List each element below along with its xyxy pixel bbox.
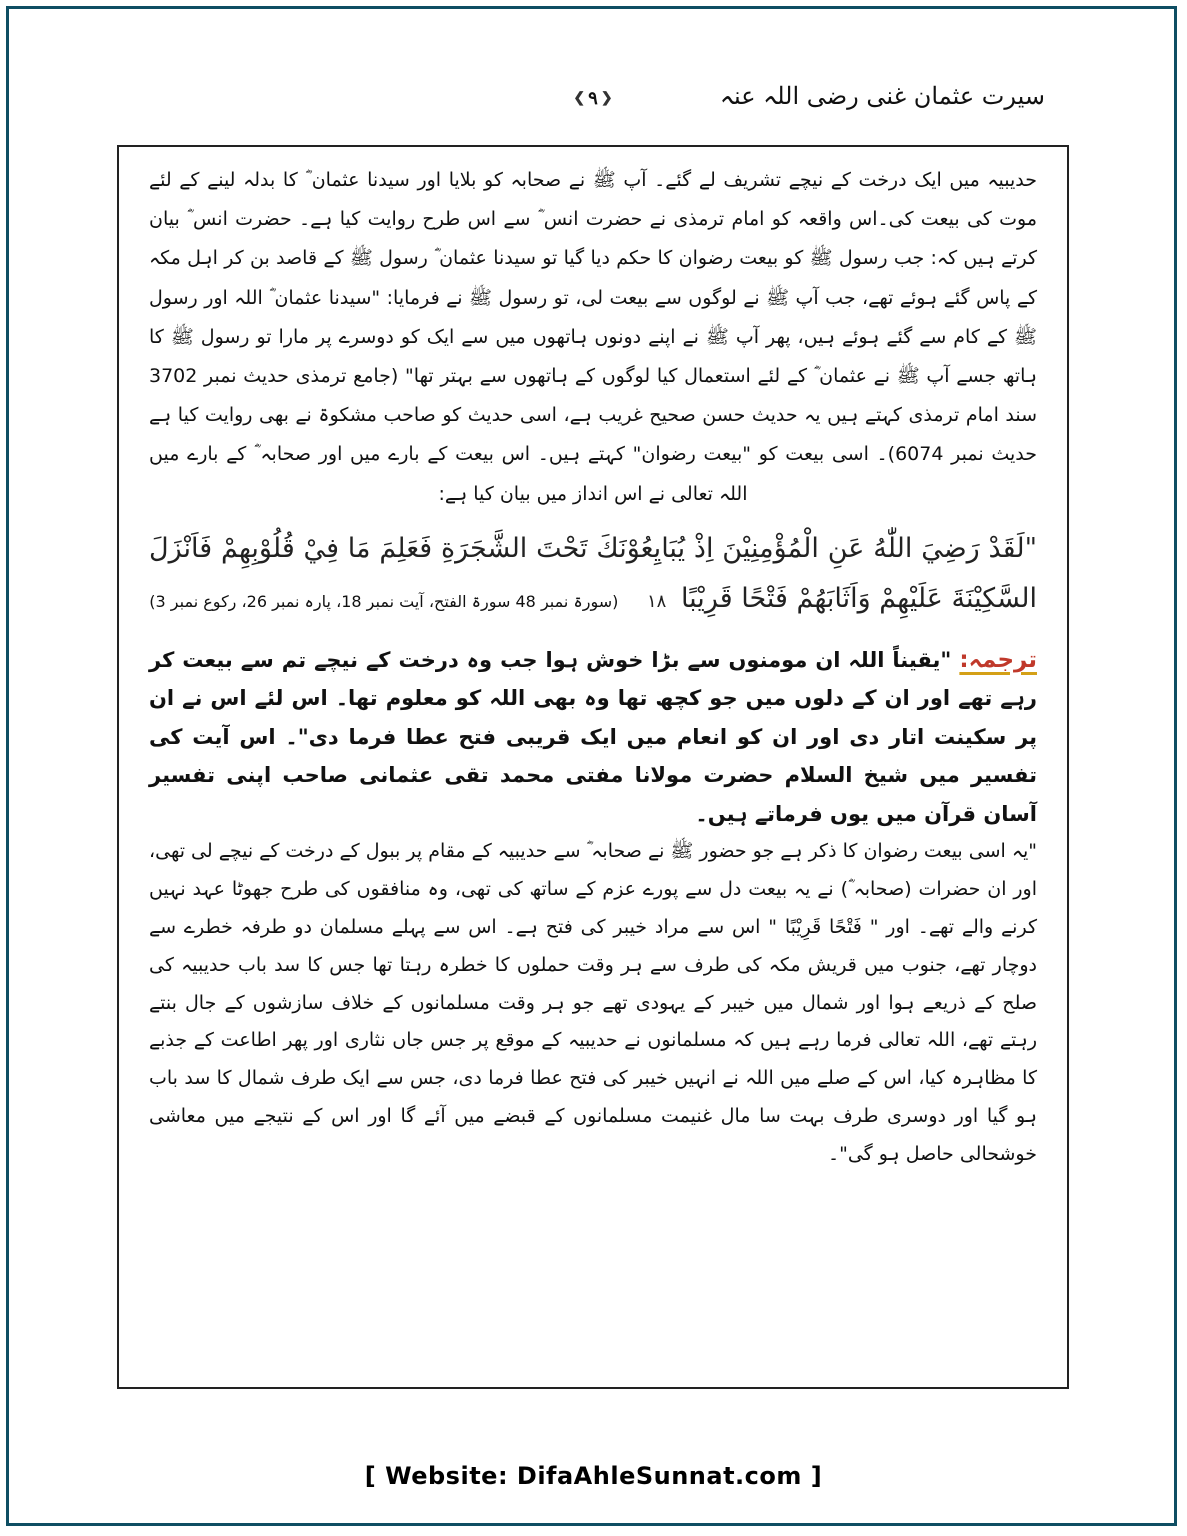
page-header-title: سیرت عثمان غنی رضی اللہ عنہ xyxy=(719,82,1045,110)
footer-website[interactable]: [ Website: DifaAhleSunnat.com ] xyxy=(364,1462,823,1490)
body-text xyxy=(149,161,1037,1174)
ayah-reference: (سورۃ نمبر 48 سورۃ الفتح، آیت نمبر 18، پارہ نمبر 26، رکوع نمبر 3) xyxy=(149,591,619,611)
ornament-right-icon: ❯ xyxy=(600,90,613,106)
ornament-left-icon: ❮ xyxy=(573,90,586,106)
translation-paragraph xyxy=(149,641,1037,834)
ayah-text: "لَقَدْ رَضِيَ اللّٰهُ عَنِ الْمُؤْمِنِيْنَ اِذْ يُبَايِعُوْنَكَ تَحْتَ الشَّجَرَةِ فَعَلِمَ مَا فِيْ قُلُوْبِهِمْ فَاَنْزَلَ السَّكِيْنَةَ عَلَيْهِمْ وَاَثَابَهُمْ فَتْحًا قَرِيْبًا xyxy=(149,532,1037,614)
ayah-number-marker: ۱۸ xyxy=(647,590,667,612)
page-number xyxy=(566,84,620,112)
page-number-value: ۹ xyxy=(588,87,598,109)
paragraph-hadith: حدیبیہ میں ایک درخت کے نیچے تشریف لے گئے۔ آپ ﷺ نے صحابہ کو بلایا اور سیدنا عثمان ؓ کا بدلہ لینے کے لئے موت کی بیعت کی۔اس واقعہ کو امام ترمذی نے حضرت انس ؓ سے اس طرح روایت کیا ہے۔ حضرت انس ؓ بیان کرتے ہیں کہ: جب رسول ﷺ کو بیعت رضوان کا حکم دیا گیا تو سیدنا عثمان ؓ رسول ﷺ کے قاصد بن کر اہل مکہ کے پاس گئے ہوئے تھے، جب آپ ﷺ نے لوگوں سے بیعت لی، تو رسول ﷺ نے فرمایا: "سیدنا عثمان ؓ اللہ اور رسول ﷺ کے کام سے گئے ہوئے ہیں، پھر آپ ﷺ نے اپنے دونوں ہاتھوں میں سے ایک کو دوسرے پر مارا تو رسول ﷺ کا ہاتھ جسے آپ ﷺ نے عثمان ؓ کے لئے استعمال کیا لوگوں کے ہاتھوں سے بہتر تھا" (جامع ترمذی حدیث نمبر 3702 سند امام ترمذی کہتے ہیں یہ حدیث حسن صحیح غریب ہے، اسی حدیث کو صاحب مشکوۃ نے بھی روایت کیا ہے حدیث نمبر 6074)۔ اسی بیعت کو "بیعت رضوان" کہتے ہیں۔ اس بیعت کے بارے میں اور صحابہ ؓ کے بارے میں اللہ تعالی نے اس انداز میں بیان کیا ہے: xyxy=(149,169,1037,505)
paragraph-tafsir: "یہ اسی بیعت رضوان کا ذکر ہے جو حضور ﷺ نے صحابہ ؓ سے حدیبیہ کے مقام پر ببول کے درخت کے نیچے لی تھی، اور ان حضرات (صحابہ ؓ) نے یہ بیعت دل سے پورے عزم کے ساتھ کی تھی، وہ منافقوں کی طرح جھوٹا عہد نہیں کرنے والے تھے۔ اور " فَتْحًا قَرِيْبًا " اس سے مراد خیبر کی فتح ہے۔ اس سے پہلے مسلمان دو طرفہ خطرے سے دوچار تھے، جنوب میں قریش مکہ کی طرف سے ہر وقت حملوں کا خطرہ رہتا تھا جس کا سد باب حدیبیہ کی صلح کے ذریعے ہوا اور شمال میں خیبر کے یہودی تھے جو ہر وقت مسلمانوں کے خلاف سازشوں کے جال بنتے رہتے تھے، اللہ تعالی فرما رہے ہیں کہ مسلمانوں نے حدیبیہ کے موقع پر جس جاں نثاری اور پھر اطاعت کے جذبے کا مظاہرہ کیا، اس کے صلے میں اللہ نے انہیں خیبر کی فتح عطا فرما دی، جس سے ایک طرف شمال کا سد باب ہو گیا اور دوسری طرف بہت سا مال غنیمت مسلمانوں کے قبضے میں آئے گا اور اس کے نتیجے میں معاشی خوشحالی حاصل ہو گی"۔ xyxy=(149,840,1037,1165)
content-box xyxy=(117,145,1069,1389)
divider xyxy=(149,627,1037,635)
translation-text: "یقیناً اللہ ان مومنوں سے بڑا خوش ہوا جب وہ درخت کے نیچے تم سے بیعت کر رہے تھے اور ان کے دلوں میں جو کچھ تھا وہ بھی اللہ کو معلوم تھا۔ اس لئے اس نے ان پر سکینت اتار دی اور ان کو انعام میں ایک قریبی فتح عطا فرما دی"۔ اس آیت کی تفسیر میں شیخ السلام حضرت مولانا مفتی محمد تقی عثمانی صاحب اپنی تفسیر آسان قرآن میں یوں فرماتے ہیں۔ xyxy=(149,647,1037,826)
quran-ayah xyxy=(149,524,1037,627)
translation-label: ترجمہ: xyxy=(959,646,1037,673)
